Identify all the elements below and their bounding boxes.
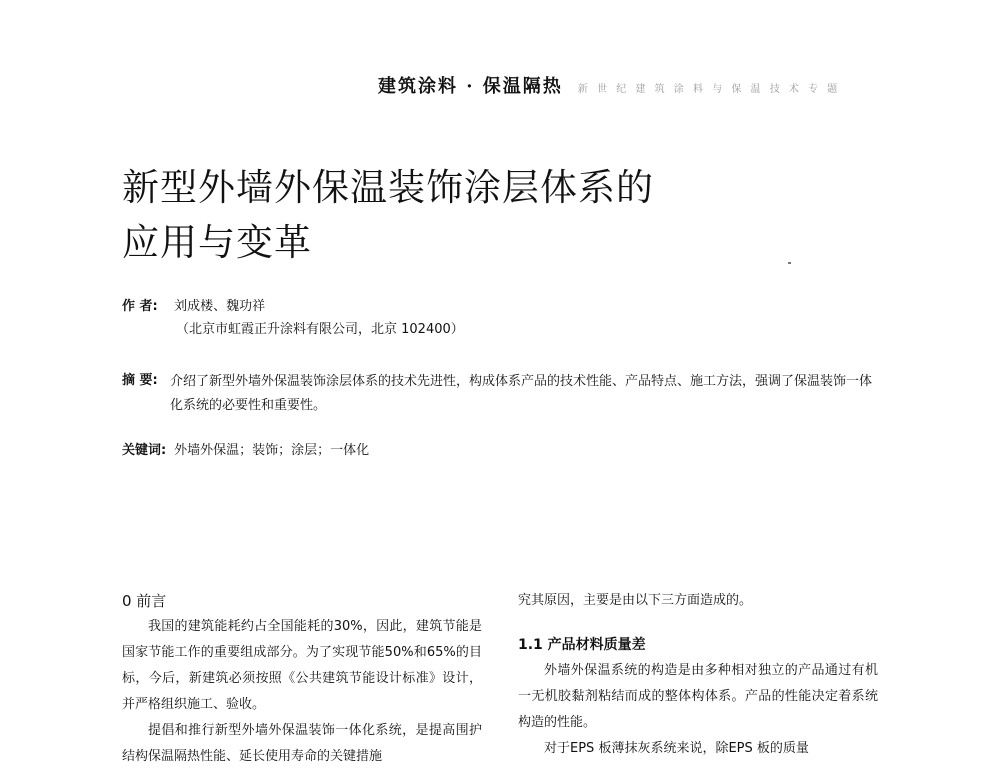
paragraph: 外墙外保温系统的构造是由多种相对独立的产品通过有机一无机胶黏剂粘结而成的整体构体系。产品的性能决定着系统构造的性能。 [518,663,878,730]
authors-label: 作 者: [122,299,158,314]
keywords-text: 外墙外保温；装饰；涂层；一体化 [174,443,370,458]
authors-line [122,296,265,318]
article-title [122,160,654,270]
section-heading-intro: 0 前言 [122,592,167,610]
right-column [518,588,878,762]
paragraph: 究其原因，主要是由以下三方面造成的。 [518,593,753,608]
left-column [122,588,482,770]
scan-speck [788,262,791,264]
section-label: 建筑涂料 · 保温隔热 [378,76,563,97]
subsection-heading: 1.1 产品材料质量差 [518,637,646,653]
abstract-label: 摘 要: [122,373,158,388]
keywords-line [122,440,369,462]
abstract-block [122,370,892,418]
faded-header-text: 新 世 纪 建 筑 涂 料 与 保 温 技 术 专 题 [577,84,841,95]
paragraph: 对于EPS 板薄抹灰系统来说，除EPS 板的质量 [544,741,809,756]
title-line-1: 新型外墙外保温装饰涂层体系的 [122,166,654,209]
abstract-text: 介绍了新型外墙外保温装饰涂层体系的技术先进性，构成体系产品的技术性能、产品特点、施工方法，强调了保温装饰一体化系统的必要性和重要性。 [170,374,873,413]
paragraph: 我国的建筑能耗约占全国能耗的30%，因此，建筑节能是国家节能工作的重要组成部分。为了实现节能50%和65%的目标，今后，新建筑必须按照《公共建筑节能设计标准》设计，并严格组织施工、验收。 [122,619,482,712]
paragraph: 提倡和推行新型外墙外保温装饰一体化系统，是提高围护结构保温隔热性能、延长使用寿命的关键措施 [122,723,482,764]
keywords-label: 关键词: [122,443,167,458]
author-names: 刘成楼、魏功祥 [174,299,266,314]
title-line-2: 应用与变革 [122,221,312,264]
running-header [378,72,988,102]
author-affiliation: （北京市虹霞正升涂料有限公司，北京 102400） [176,322,464,337]
